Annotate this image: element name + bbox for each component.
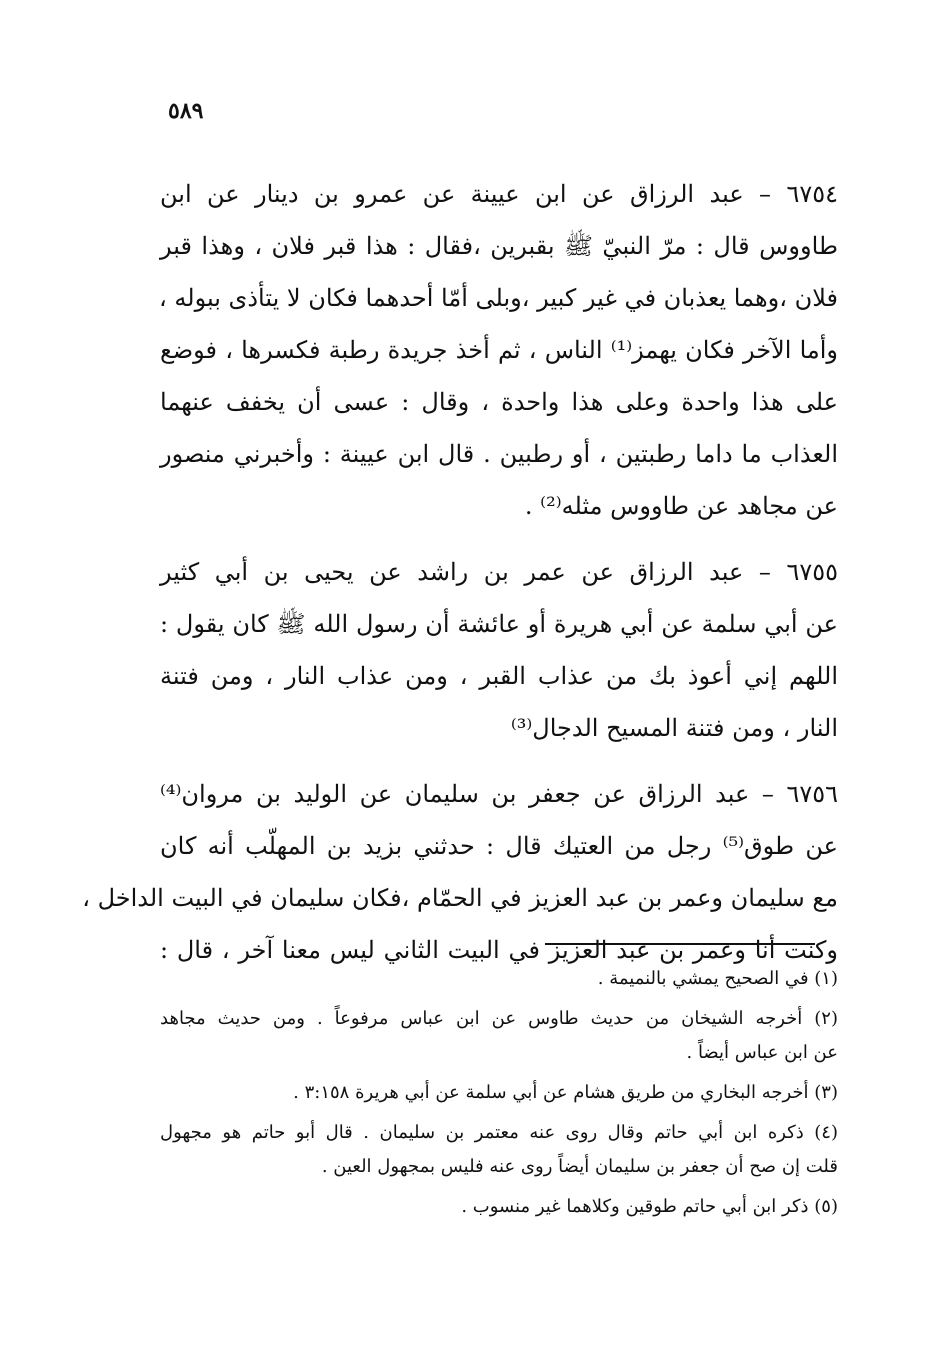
text-line: فلان ،وهما يعذبان في غير كبير ،وبلى أمّا أحدهما فكان لا يتأذى ببوله ،	[159, 284, 838, 312]
footnote-5	[160, 1190, 838, 1224]
text-line: وكنت أنا وعمر بن عبد العزيز في البيت الثاني ليس معنا آخر ، قال :	[160, 936, 838, 964]
text-line: عن أبي سلمة عن أبي هريرة أو عائشة أن رسول الله ﷺ كان يقول :	[160, 610, 838, 638]
text-line: ٦٧٥٦ – عبد الرزاق عن جعفر بن سليمان عن الوليد بن مروان⁽⁴⁾	[160, 780, 838, 808]
footnote-line: (٥) ذكر ابن أبي حاتم طوقين وكلاهما غير منسوب .	[461, 1196, 838, 1217]
text-line: مع سليمان وعمر بن عبد العزيز في الحمّام ،فكان سليمان في البيت الداخل ،	[82, 884, 838, 912]
footnote-line: (٤) ذكره ابن أبي حاتم وقال روى عنه معتمر بن سليمان . قال أبو حاتم هو مجهول	[160, 1122, 838, 1143]
footnote-line: (٢) أخرجه الشيخان من حديث طاوس عن ابن عباس مرفوعاً . ومن حديث مجاهد	[160, 1008, 838, 1029]
footnote-line: (١) في الصحيح يمشي بالنميمة .	[597, 968, 838, 989]
footnote-3	[160, 1076, 838, 1110]
footnote-line: (٣) أخرجه البخاري من طريق هشام عن أبي سلمة عن أبي هريرة ٣:١٥٨ .	[293, 1082, 838, 1103]
main-text	[82, 168, 838, 990]
text-line: وأما الآخر فكان يهمز⁽¹⁾ الناس ، ثم أخذ جريدة رطبة فكسرها ، فوضع	[160, 336, 838, 364]
text-line: ٦٧٥٥ – عبد الرزاق عن عمر بن راشد عن يحيى بن أبي كثير	[160, 558, 838, 586]
footnote-2	[160, 1002, 838, 1070]
text-line: عن طوق⁽⁵⁾ رجل من العتيك قال : حدثني بزيد بن المهلّب أنه كان	[160, 832, 838, 860]
footnotes	[160, 962, 838, 1224]
text-line: عن مجاهد عن طاووس مثله⁽²⁾ .	[524, 492, 838, 520]
footnote-1	[160, 962, 838, 996]
text-line: العذاب ما داما رطبتين ، أو رطبين . قال ابن عيينة : وأخبرني منصور	[160, 440, 838, 468]
footnote-line: عن ابن عباس أيضاً .	[686, 1042, 838, 1063]
page-number: ٥٨٩	[168, 98, 204, 124]
hadith-6754	[160, 168, 838, 532]
text-line: ٦٧٥٤ – عبد الرزاق عن ابن عيينة عن عمرو بن دينار عن ابن	[160, 180, 838, 208]
footnote-line: قلت إن صح أن جعفر بن سليمان أيضاً روى عنه فليس بمجهول العين .	[321, 1156, 838, 1177]
hadith-6755	[160, 546, 838, 754]
footnote-4	[160, 1116, 838, 1184]
text-line: النار ، ومن فتنة المسيح الدجال⁽³⁾	[510, 714, 838, 742]
footnote-divider	[545, 943, 815, 945]
text-line: طاووس قال : مرّ النبيّ ﷺ بقبرين ،فقال : هذا قبر فلان ، وهذا قبر	[160, 232, 838, 260]
text-line: اللهم إني أعوذ بك من عذاب القبر ، ومن عذاب النار ، ومن فتنة	[160, 662, 838, 690]
text-line: على هذا واحدة وعلى هذا واحدة ، وقال : عسى أن يخفف عنهما	[160, 388, 838, 416]
